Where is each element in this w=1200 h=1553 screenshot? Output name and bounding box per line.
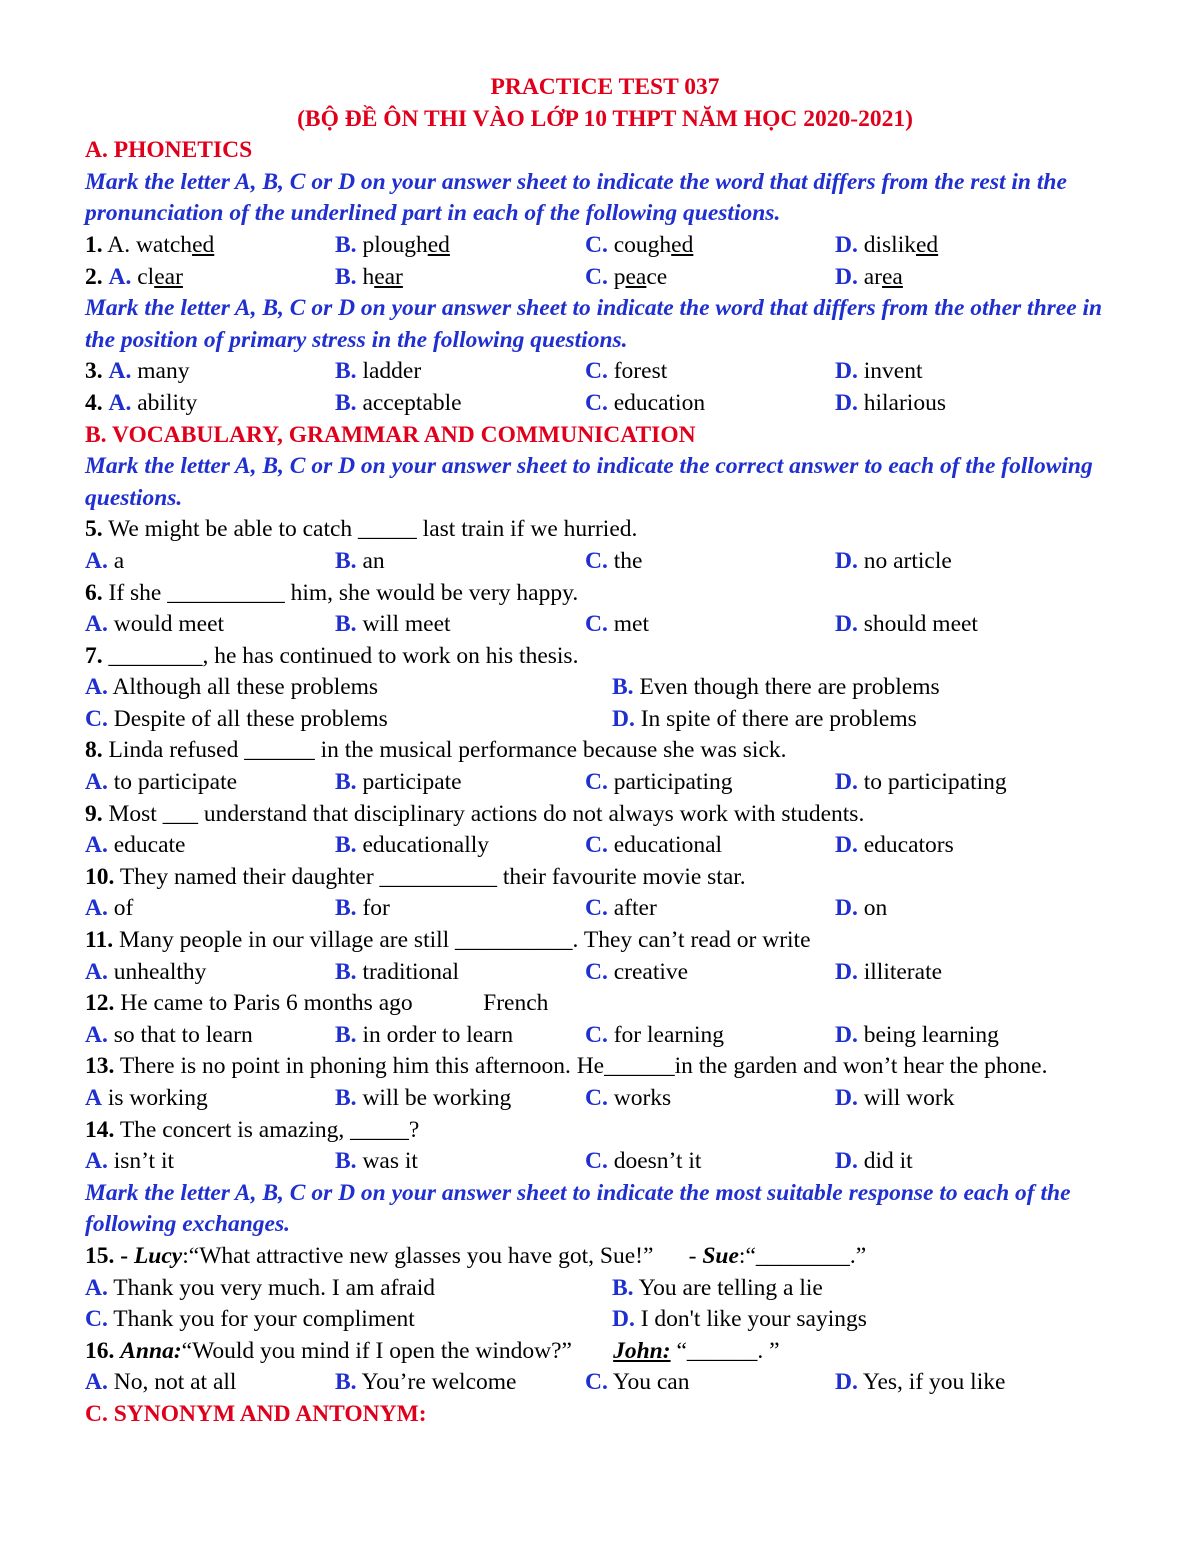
question-10-stem: 10. They named their daughter __________ their favourite movie star. — [85, 863, 746, 890]
option-14b[interactable]: B. was it — [335, 1148, 418, 1175]
option-7a[interactable]: A. Although all these problems — [85, 674, 379, 701]
question-7-stem: 7. ________, he has continued to work on his thesis. — [85, 642, 579, 669]
option-15c[interactable]: C. Thank you for your compliment — [85, 1306, 415, 1333]
instruction-correct-answer: Mark the letter A, B, C or D on your answer sheet to indicate the correct answer to each of the following questions. — [85, 453, 1093, 511]
option-6a[interactable]: A. would meet — [85, 611, 225, 638]
option-6b[interactable]: B. will meet — [335, 611, 451, 638]
question-16-stem: 16. Anna:“Would you mind if I open the window?” John: “______. ” — [85, 1337, 780, 1364]
option-5c[interactable]: C. the — [585, 547, 643, 574]
question-14-stem: 14. The concert is amazing, _____? — [85, 1116, 420, 1143]
option-3b[interactable]: B. ladder — [335, 358, 422, 385]
option-14d[interactable]: D. did it — [835, 1148, 913, 1175]
option-14c[interactable]: C. doesn’t it — [585, 1148, 702, 1175]
question-1 — [85, 230, 1125, 262]
test-subtitle: (BỘ ĐỀ ÔN THI VÀO LỚP 10 THPT NĂM HỌC 2020-2021) — [297, 105, 913, 132]
option-13b[interactable]: B. will be working — [335, 1085, 512, 1111]
option-11c[interactable]: C. creative — [585, 958, 689, 985]
test-title: PRACTICE TEST 037 — [490, 74, 720, 100]
option-9b[interactable]: B. educationally — [335, 832, 490, 859]
instruction-pronunciation: Mark the letter A, B, C or D on your answer sheet to indicate the word that differs from the rest in the pronunciation of the underlined part in each of the following questions. — [85, 168, 1067, 227]
question-10-options — [85, 893, 1125, 925]
instruction-response: Mark the letter A, B, C or D on your answer sheet to indicate the most suitable response to each of the following exchanges. — [85, 1179, 1071, 1238]
option-11d[interactable]: D. illiterate — [835, 958, 943, 985]
option-4b[interactable]: B. acceptable — [335, 389, 462, 416]
option-10c[interactable]: C. after — [585, 895, 657, 922]
question-12-stem: 12. He came to Paris 6 months ago French — [85, 990, 549, 1017]
option-12b[interactable]: B. in order to learn — [335, 1021, 514, 1048]
option-16d[interactable]: D. Yes, if you like — [835, 1369, 1006, 1396]
option-3a[interactable]: 3. A. many — [85, 358, 190, 385]
option-3d[interactable]: D. invent — [835, 358, 923, 385]
option-1c[interactable]: C. coughed — [585, 231, 694, 258]
question-6-stem: 6. If she __________ him, she would be very happy. — [85, 579, 579, 606]
question-9-stem: 9. Most ___ understand that disciplinary actions do not always work with students. — [85, 800, 865, 827]
option-5a[interactable]: A. a — [85, 547, 125, 574]
question-16-options — [85, 1367, 1125, 1399]
option-5b[interactable]: B. an — [335, 547, 385, 574]
option-1a[interactable]: 1. A. watched — [85, 231, 215, 258]
option-13c[interactable]: C. works — [585, 1085, 672, 1111]
option-13d[interactable]: D. will work — [835, 1085, 955, 1111]
option-11a[interactable]: A. unhealthy — [85, 958, 207, 985]
question-15-stem: 15. - Lucy:“What attractive new glasses you have got, Sue!” - Sue:“________.” — [85, 1242, 867, 1269]
option-9c[interactable]: C. educational — [585, 832, 723, 859]
option-8c[interactable]: C. participating — [585, 769, 733, 796]
option-4d[interactable]: D. hilarious — [835, 389, 946, 416]
option-4c[interactable]: C. education — [585, 389, 706, 416]
question-8-options — [85, 767, 1125, 799]
option-7d[interactable]: D. In spite of there are problems — [612, 705, 917, 732]
question-7-options-row2 — [85, 704, 1125, 736]
option-10b[interactable]: B. for — [335, 895, 390, 922]
section-b-heading: B. VOCABULARY, GRAMMAR AND COMMUNICATION — [85, 421, 696, 448]
section-a-heading: A. PHONETICS — [85, 137, 253, 164]
question-8-stem: 8. Linda refused ______ in the musical performance because she was sick. — [85, 737, 787, 764]
option-6c[interactable]: C. met — [585, 611, 649, 638]
question-15-options-row1 — [85, 1273, 1125, 1305]
question-6-options — [85, 609, 1125, 641]
option-2b[interactable]: B. hear — [335, 263, 403, 290]
question-13-stem: 13. There is no point in phoning him this afternoon. He______in the garden and won’t hear the phone. — [85, 1053, 1048, 1080]
question-3 — [85, 356, 1125, 388]
option-7b[interactable]: B. Even though there are problems — [612, 674, 940, 701]
question-14-options — [85, 1146, 1125, 1178]
question-13-options — [85, 1083, 1125, 1115]
option-8b[interactable]: B. participate — [335, 769, 462, 796]
option-1b[interactable]: B. ploughed — [335, 231, 450, 258]
option-16c[interactable]: C. You can — [585, 1369, 690, 1396]
option-9d[interactable]: D. educators — [835, 832, 954, 859]
option-2c[interactable]: C. peace — [585, 263, 668, 290]
option-4a[interactable]: 4. A. ability — [85, 389, 198, 416]
option-9a[interactable]: A. educate — [85, 832, 186, 859]
option-1d[interactable]: D. disliked — [835, 231, 939, 258]
option-16b[interactable]: B. You’re welcome — [335, 1369, 517, 1396]
option-12a[interactable]: A. so that to learn — [85, 1021, 253, 1048]
section-c-heading: C. SYNONYM AND ANTONYM: — [85, 1400, 427, 1427]
question-4 — [85, 388, 1125, 420]
option-13a[interactable]: A is working — [85, 1085, 208, 1111]
option-10d[interactable]: D. on — [835, 895, 888, 922]
question-7-options-row1 — [85, 672, 1125, 704]
option-12d[interactable]: D. being learning — [835, 1021, 999, 1048]
option-15a[interactable]: A. Thank you very much. I am afraid — [85, 1274, 436, 1301]
question-5-stem: 5. We might be able to catch _____ last train if we hurried. — [85, 516, 638, 543]
option-8d[interactable]: D. to participating — [835, 769, 1007, 796]
option-3c[interactable]: C. forest — [585, 358, 668, 385]
option-8a[interactable]: A. to participate — [85, 769, 238, 796]
option-15b[interactable]: B. You are telling a lie — [612, 1274, 823, 1301]
question-12-options — [85, 1020, 1125, 1052]
option-14a[interactable]: A. isn’t it — [85, 1148, 175, 1175]
option-2d[interactable]: D. area — [835, 263, 903, 290]
question-15-options-row2 — [85, 1304, 1125, 1336]
option-10a[interactable]: A. of — [85, 895, 134, 922]
question-2 — [85, 262, 1125, 294]
option-6d[interactable]: D. should meet — [835, 611, 978, 638]
question-5-options — [85, 546, 1125, 578]
instruction-stress: Mark the letter A, B, C or D on your answer sheet to indicate the word that differs from the other three in the position of primary stress in the following questions. — [85, 295, 1103, 353]
question-11-options — [85, 957, 1125, 989]
exam-page — [85, 72, 1125, 1431]
option-7c[interactable]: C. Despite of all these problems — [85, 705, 388, 732]
option-12c[interactable]: C. for learning — [585, 1021, 725, 1048]
option-2a[interactable]: 2. A. clear — [85, 263, 183, 290]
option-15d[interactable]: D. I don't like your sayings — [612, 1306, 867, 1333]
question-11-stem: 11. Many people in our village are still __________. They can’t read or write — [85, 927, 811, 954]
question-9-options — [85, 830, 1125, 862]
option-5d[interactable]: D. no article — [835, 547, 952, 574]
option-11b[interactable]: B. traditional — [335, 958, 460, 985]
option-16a[interactable]: A. No, not at all — [85, 1369, 237, 1396]
